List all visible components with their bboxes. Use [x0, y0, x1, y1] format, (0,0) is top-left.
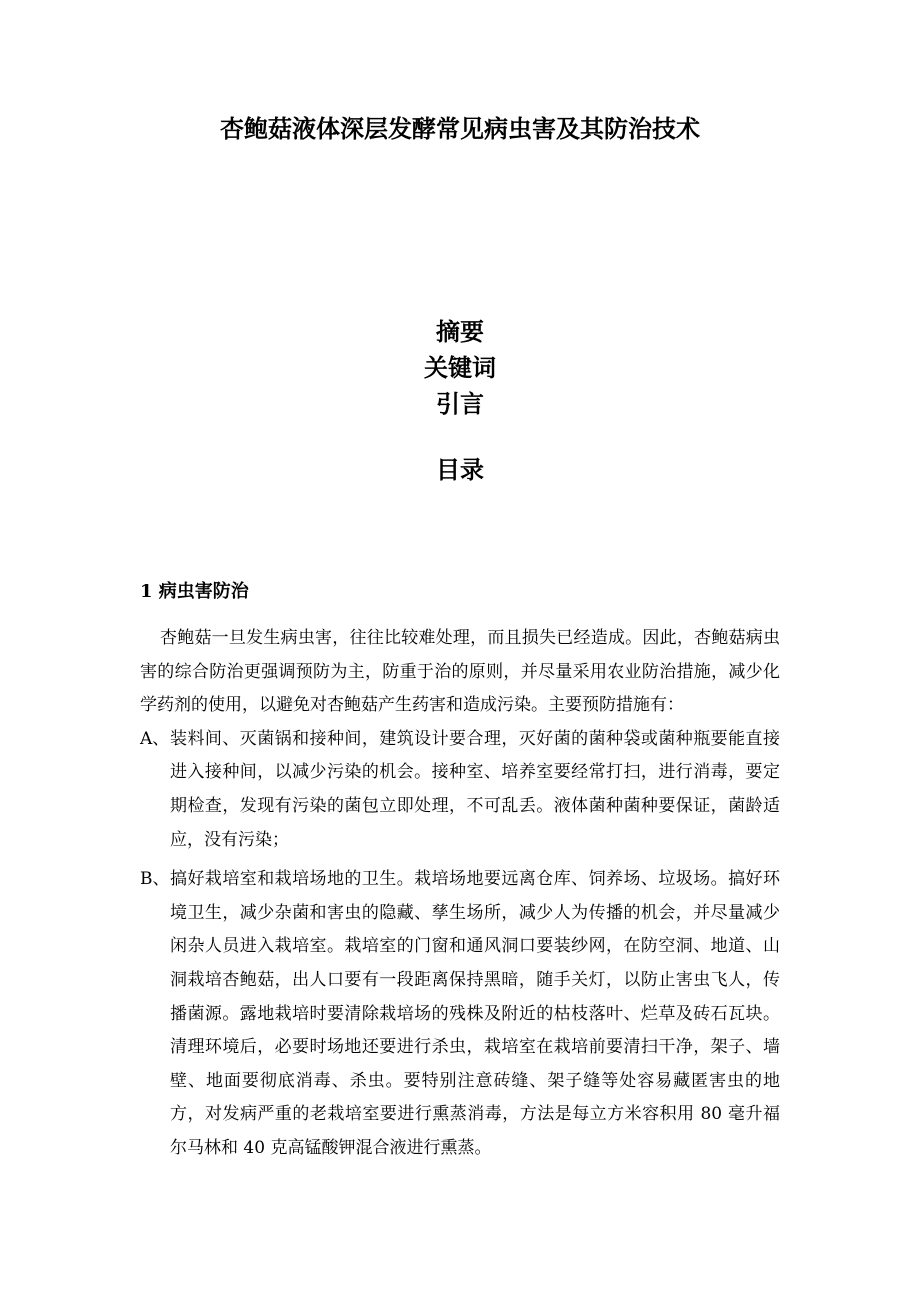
toc-heading: 目录 — [436, 456, 484, 484]
section-body — [140, 622, 780, 1166]
introduction-heading: 引言 — [436, 390, 484, 418]
list-item-text: 搞好栽培室和栽培场地的卫生。栽培场地要远离仓库、饲养场、垃圾场。搞好环境卫生，减少杂菌和害虫的隐藏、孳生场所，减少人为传播的机会，并尽量减少闲杂人员进入栽培室。栽培室的门窗和通风洞口要装纱网，在防空洞、地道、山洞栽培杏鲍菇，出人口要有一段距离保持黑暗，随手关灯，以防止害虫飞人，传播菌源。露地栽培时要清除栽培场的残株及附近的枯枝落叶、烂草及砖石瓦块。清理环境后，必要时场地还要进行杀虫，栽培室在栽培前要清扫干净，架子、墙壁、地面要彻底消毒、杀虫。要特别注意砖缝、架子缝等处容易藏匿害虫的地方，对发病严重的老栽培室要进行熏蒸消毒，方法是每立方米容积用 80 毫升福尔马林和 40 克高锰酸钾混合液进行熏蒸。 — [170, 869, 780, 1158]
list-item — [140, 863, 780, 1165]
abstract-heading: 摘要 — [436, 318, 484, 346]
measures-list — [140, 723, 780, 1166]
section-heading: 1 病虫害防治 — [140, 581, 249, 602]
list-marker: B、 — [140, 869, 170, 890]
list-marker: A、 — [140, 728, 170, 749]
page-title: 杏鲍菇液体深层发酵常见病虫害及其防治技术 — [220, 115, 700, 143]
front-matter — [0, 314, 920, 422]
list-item — [140, 723, 780, 857]
intro-paragraph: 杏鲍菇一旦发生病虫害，往往比较难处理，而且损失已经造成。因此，杏鲍菇病虫害的综合防治更强调预防为主，防重于治的原则，并尽量采用农业防治措施，减少化学药剂的使用，以避免对杏鲍菇产生药害和造成污染。主要预防措施有： — [140, 628, 780, 716]
keywords-heading: 关键词 — [424, 354, 496, 382]
list-item-text: 装料间、灭菌锅和接种间，建筑设计要合理，灭好菌的菌种袋或菌种瓶要能直接进入接种间，以减少污染的机会。接种室、培养室要经常打扫，进行消毒，要定期检查，发现有污染的菌包立即处理，不可乱丢。液体菌种菌种要保证，菌龄适应，没有污染； — [170, 728, 780, 850]
